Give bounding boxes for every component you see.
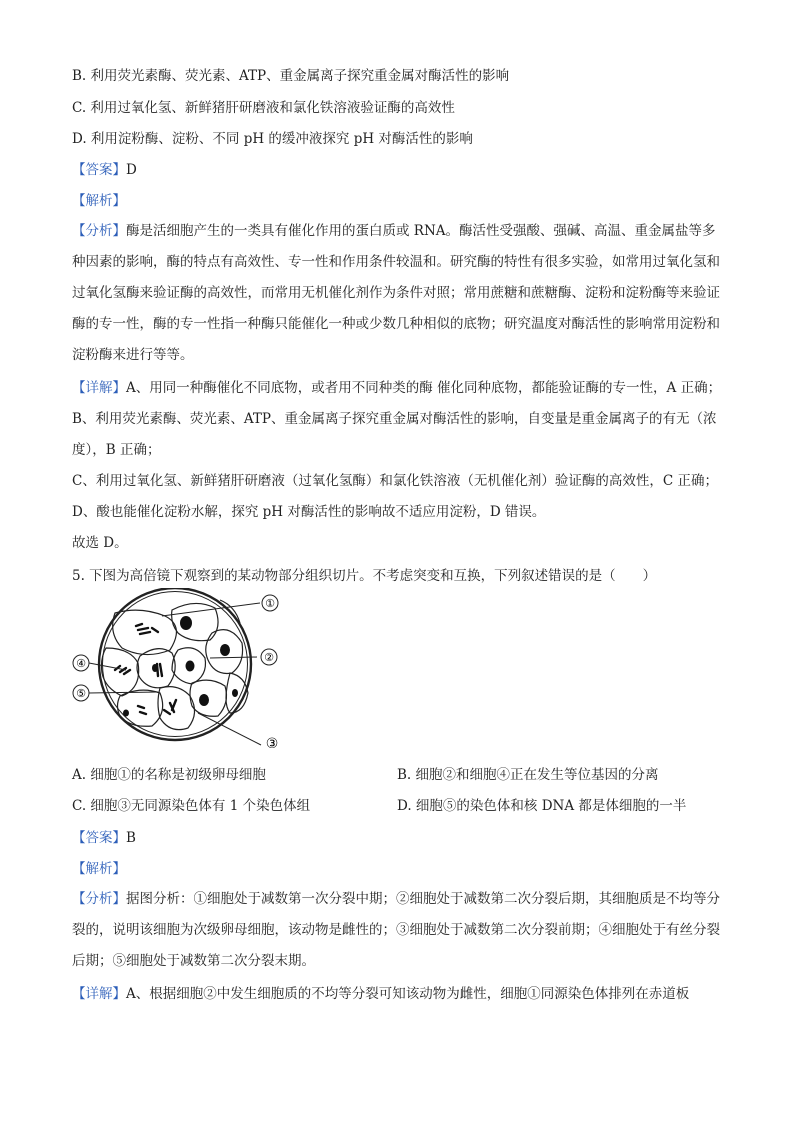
detail-label: 【详解】 bbox=[72, 380, 126, 396]
detail-conclusion: 故选 D。 bbox=[72, 535, 128, 551]
answer-label: 【答案】 bbox=[72, 162, 126, 178]
analysis-text: 酶是活细胞产生的一类具有催化作用的蛋白质或 RNA。酶活性受强酸、强碱、高温、重金属盐等多种因素的影响，酶的特点有高效性、专一性和作用条件较温和。研究酶的特性有很多实验，如常用过氧化氢和过氧化氢酶来验证酶的高效性，而常用无机催化剂作为条件对照；常用蔗糖和蔗糖酶、淀粉和淀粉酶等来验证酶的专一性，酶的专一性指一种酶只能催化一种或少数几种相似的底物；研究温度对酶活性的影响常用淀粉和淀粉酶来进行等等。 bbox=[72, 223, 720, 363]
figure-label-4: ④ bbox=[76, 657, 86, 670]
q5-option-c: C. 细胞③无同源染色体有 1 个染色体组 bbox=[72, 798, 311, 814]
explain-label: 【解析】 bbox=[72, 861, 126, 877]
option-c-prev: C. 利用过氧化氢、新鲜猪肝研磨液和氯化铁溶液验证酶的高效性 bbox=[72, 100, 455, 116]
q4-analysis bbox=[72, 216, 728, 371]
q5-option-a: A. 细胞①的名称是初级卵母细胞 bbox=[72, 767, 266, 783]
answer-label: 【答案】 bbox=[72, 830, 126, 846]
figure-label-1: ① bbox=[265, 597, 275, 610]
answer-value: D bbox=[126, 162, 137, 178]
option-b-prev: B. 利用荧光素酶、荧光素、ATP、重金属离子探究重金属对酶活性的影响 bbox=[72, 68, 510, 84]
figure-label-5: ⑤ bbox=[76, 687, 86, 700]
detail-d: D、酸也能催化淀粉水解，探究 pH 对酶活性的影响故不适应用淀粉，D 错误。 bbox=[72, 504, 546, 520]
detail-a: A、用同一种酶催化不同底物，或者用不同种类的酶 催化同种底物，都能验证酶的专一性，A 正确； bbox=[126, 380, 722, 396]
q4-detail bbox=[72, 373, 728, 559]
answer-value: B bbox=[126, 830, 136, 846]
figure-label-3: ③ bbox=[265, 736, 279, 748]
q5-option-d: D. 细胞⑤的染色体和核 DNA 都是体细胞的一半 bbox=[397, 798, 687, 814]
detail-label: 【详解】 bbox=[72, 986, 126, 1002]
q5-stem: 5. 下图为高倍镜下观察到的某动物部分组织切片。不考虑突变和互换，下列叙述错误的是（ ） bbox=[72, 568, 657, 584]
explain-label: 【解析】 bbox=[72, 193, 126, 209]
analysis-label: 【分析】 bbox=[72, 223, 126, 239]
analysis-text: 据图分析：①细胞处于减数第一次分裂中期；②细胞处于减数第二次分裂后期，其细胞质是不均等分裂的，说明该细胞为次级卵母细胞，该动物是雌性的；③细胞处于减数第二次分裂前期；④细胞处于有丝分裂后期；⑤细胞处于减数第二次分裂末期。 bbox=[72, 891, 720, 969]
detail-text: A、根据细胞②中发生细胞质的不均等分裂可知该动物为雌性，细胞①同源染色体排列在赤道板 bbox=[126, 986, 690, 1002]
q5-detail bbox=[72, 979, 728, 1010]
option-d-prev: D. 利用淀粉酶、淀粉、不同 pH 的缓冲液探究 pH 对酶活性的影响 bbox=[72, 131, 473, 147]
q5-answer bbox=[72, 829, 136, 847]
q5-analysis bbox=[72, 884, 728, 977]
tissue-section-figure bbox=[60, 588, 300, 748]
q4-explain-label bbox=[72, 192, 126, 210]
figure-label-2: ② bbox=[264, 651, 274, 664]
analysis-label: 【分析】 bbox=[72, 891, 126, 907]
detail-b: B、利用荧光素酶、荧光素、ATP、重金属离子探究重金属对酶活性的影响，自变量是重金属离子的有无（浓度），B 正确； bbox=[72, 411, 717, 458]
detail-c: C、利用过氧化氢、新鲜猪肝研磨液（过氧化氢酶）和氯化铁溶液（无机催化剂）验证酶的高效性，C 正确； bbox=[72, 473, 718, 489]
q5-explain-label bbox=[72, 860, 126, 878]
q4-answer bbox=[72, 161, 137, 179]
q5-option-b: B. 细胞②和细胞④正在发生等位基因的分离 bbox=[397, 767, 659, 783]
